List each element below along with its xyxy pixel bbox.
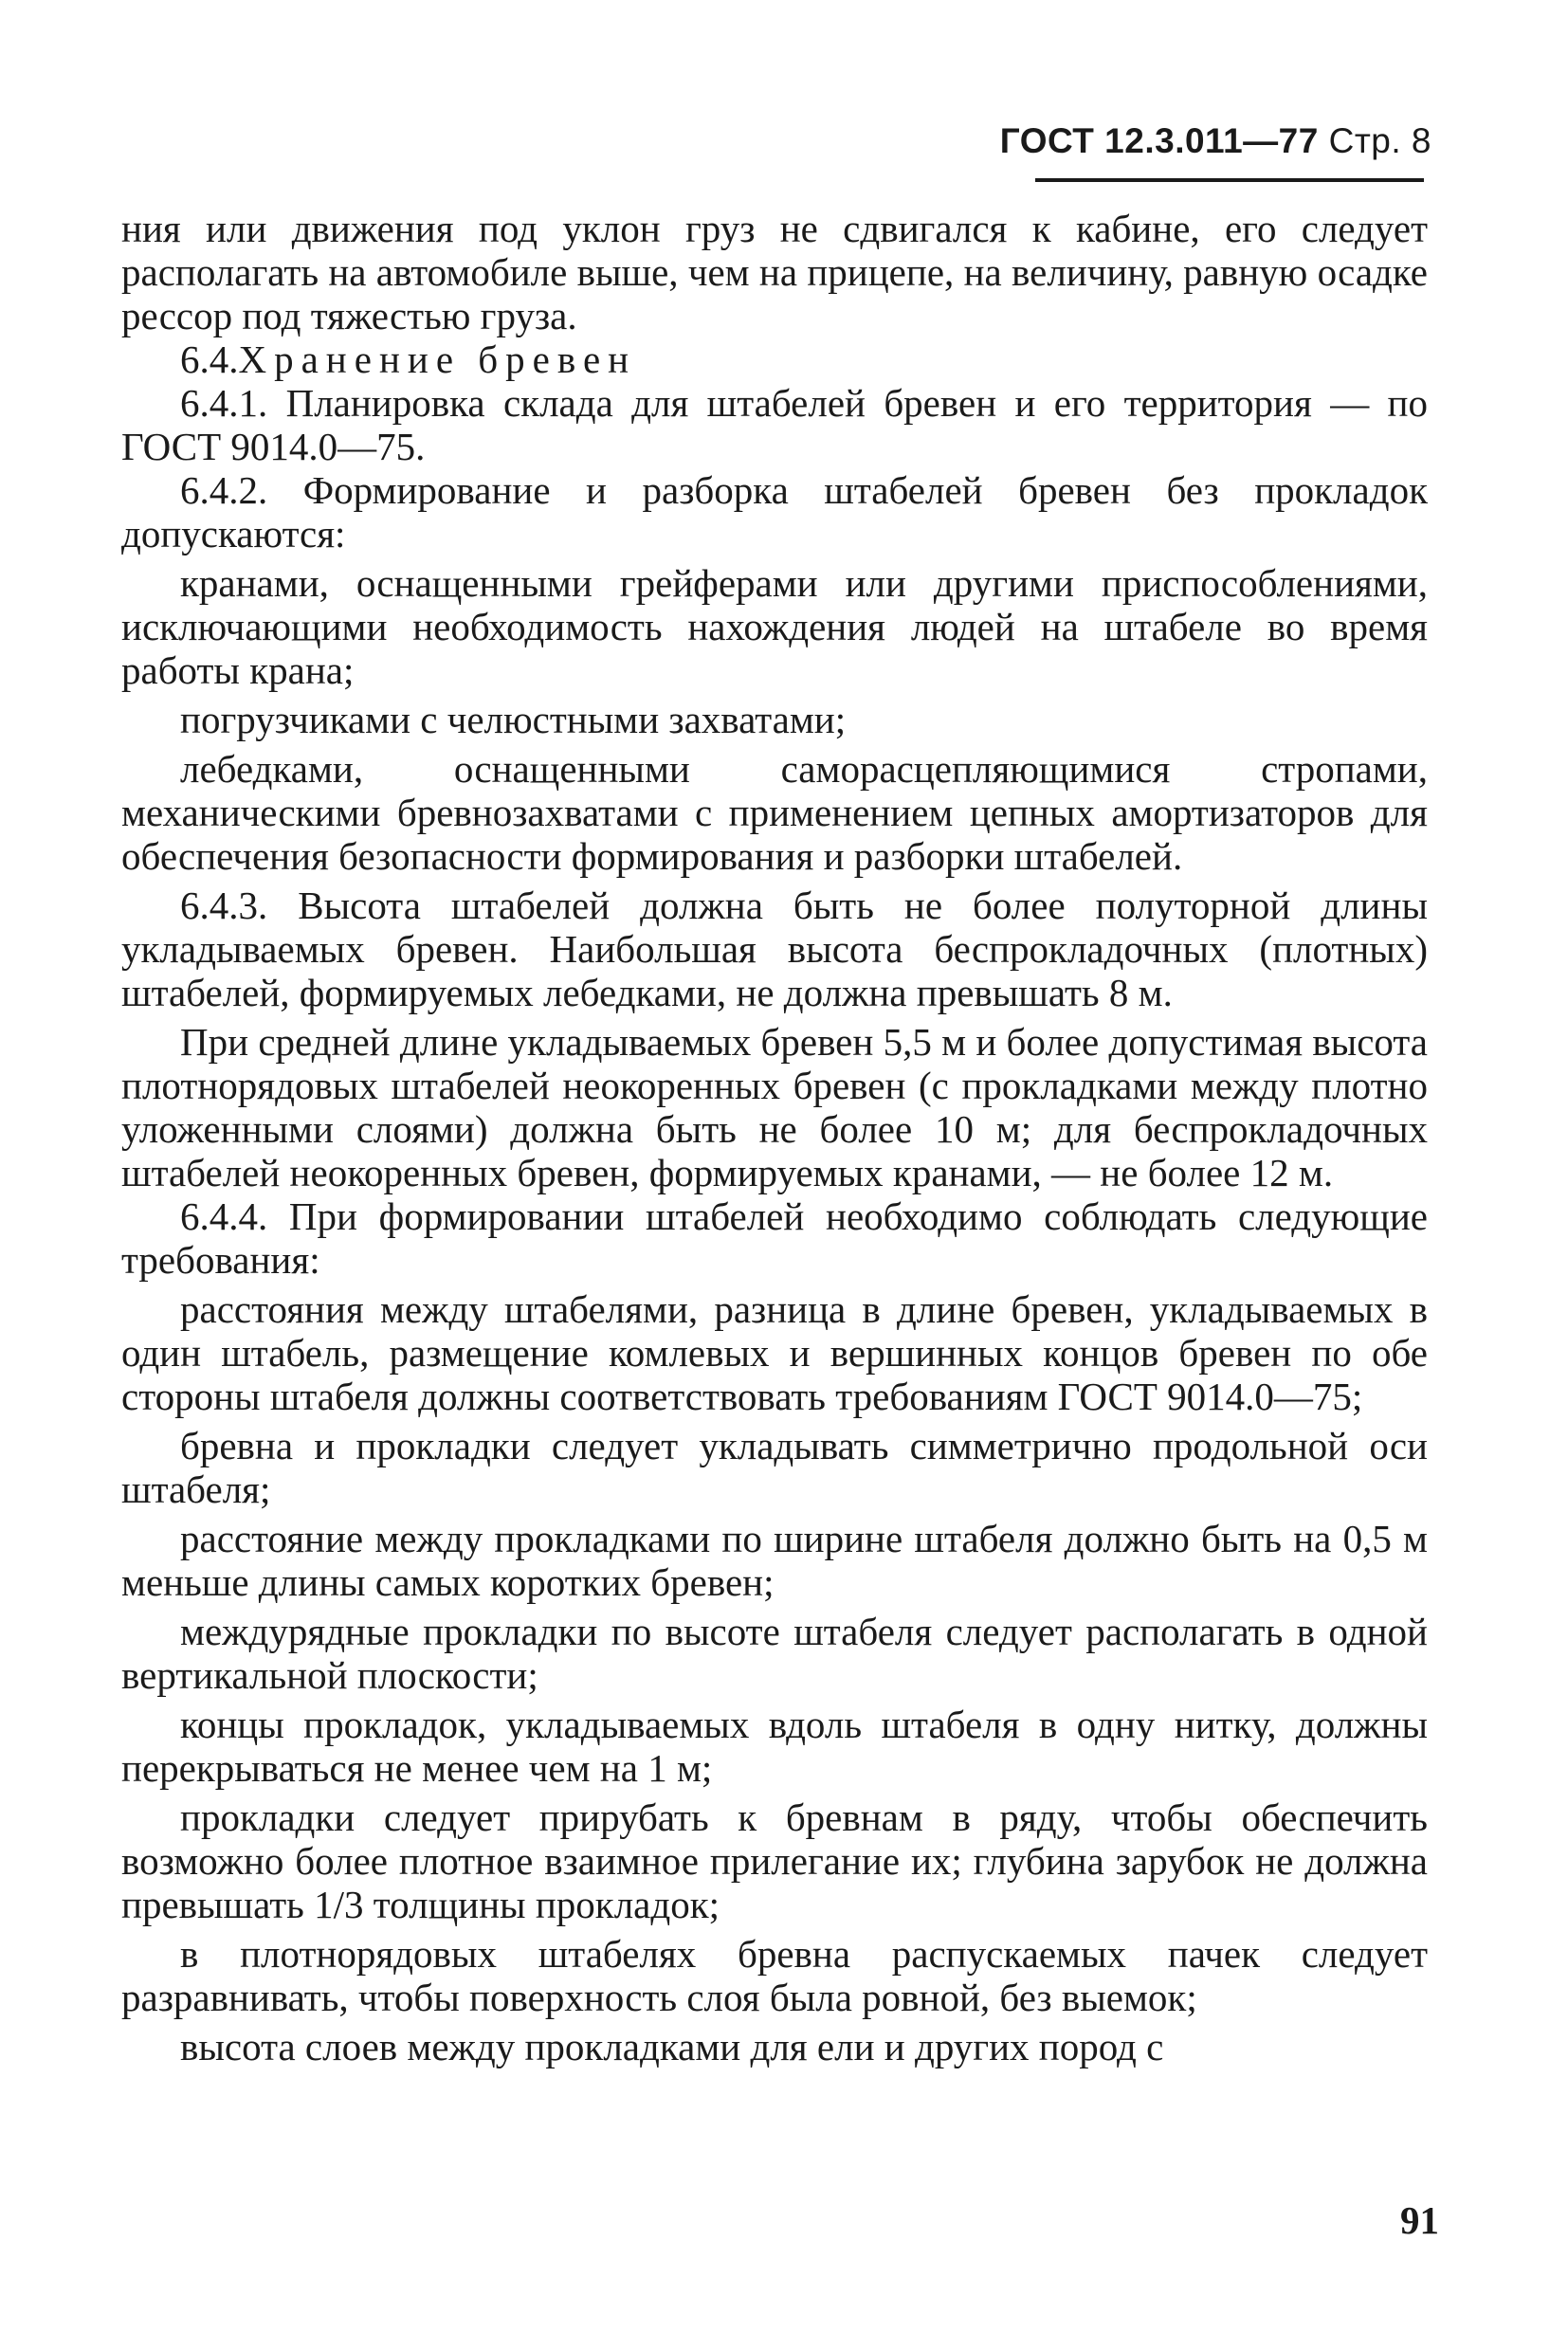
list-item: погрузчиками с челюстными захватами; (180, 698, 847, 741)
fraction: 1/3 (314, 1883, 364, 1926)
section-number: 6.4. (180, 337, 239, 381)
running-header (948, 121, 1431, 161)
clause-6-4-1: 6.4.1. Планировка склада для штабелей бревен и его территория — по ГОСТ 9014.0—75. (121, 381, 1428, 468)
list-item: расстояния между штабелями, разница в длине бревен, укладываемых в один штабель, размещение комлевых и вершинных концов бревен по обе стороны штабеля должны соответствовать требованиям ГОСТ 9014.0—75; (121, 1287, 1428, 1418)
page-number: 91 (1400, 2198, 1439, 2242)
section-title: Хранение бревен (238, 337, 637, 381)
clause-6-4-4: 6.4.4. При формировании штабелей необходимо соблюдать следующие требования: (121, 1194, 1428, 1282)
paragraph: При средней длине укладываемых бревен 5,5 м и более допустимая высота плотнорядовых штабелей неокоренных бревен (с прокладками между плотно уложенными слоями) должна быть не более 10 м; для беспрокладочных штабелей неокоренных бревен, формируемых кранами, — не более 12 м. (121, 1020, 1428, 1194)
list-item-text: прокладки следует прирубать к бревнам в ряду, чтобы обеспечить возможно более плотное взаимное прилегание их; глубина зарубок не должна превышать (121, 1795, 1428, 1926)
list-item: кранами, оснащенными грейферами или другими приспособлениями, исключающими необходимость нахождения людей на штабеле во время работы крана; (121, 561, 1428, 692)
section-heading (121, 337, 1428, 381)
list-item (121, 1795, 1428, 1926)
standard-number: ГОСТ 12.3.011—77 (999, 121, 1319, 160)
list-item: высота слоев между прокладками для ели и других пород с (180, 2025, 1164, 2069)
list-item: концы прокладок, укладываемых вдоль штабеля в одну нитку, должны перекрываться не менее чем на 1 м; (121, 1703, 1428, 1790)
header-rule (1035, 178, 1424, 182)
list-item: междурядные прокладки по высоте штабеля следует располагать в одной вертикальной плоскости; (121, 1610, 1428, 1697)
list-item: лебедками, оснащенными саморасцепляющимися стропами, механическими бревнозахватами с применением цепных амортизаторов для обеспечения безопасности формирования и разборки штабелей. (121, 747, 1428, 878)
list-item-text: толщины прокладок; (363, 1883, 720, 1926)
paragraph-continuation: ния или движения под уклон груз не сдвигался к кабине, его следует располагать на автомобиле выше, чем на прицепе, на величину, равную осадке рессор под тяжестью груза. (121, 207, 1428, 337)
page-label: Стр. 8 (1328, 121, 1431, 160)
list-item: расстояние между прокладками по ширине штабеля должно быть на 0,5 м меньше длины самых коротких бревен; (121, 1517, 1428, 1604)
list-item: бревна и прокладки следует укладывать симметрично продольной оси штабеля; (121, 1424, 1428, 1511)
clause-6-4-2: 6.4.2. Формирование и разборка штабелей бревен без прокладок допускаются: (121, 468, 1428, 556)
clause-6-4-3: 6.4.3. Высота штабелей должна быть не более полуторной длины укладываемых бревен. Наибольшая высота беспрокладочных (плотных) штабелей, формируемых лебедками, не должна превышать 8 м. (121, 884, 1428, 1014)
document-body (121, 207, 1428, 2069)
list-item: в плотнорядовых штабелях бревна распускаемых пачек следует разравнивать, чтобы поверхность слоя была ровной, без выемок; (121, 1932, 1428, 2019)
